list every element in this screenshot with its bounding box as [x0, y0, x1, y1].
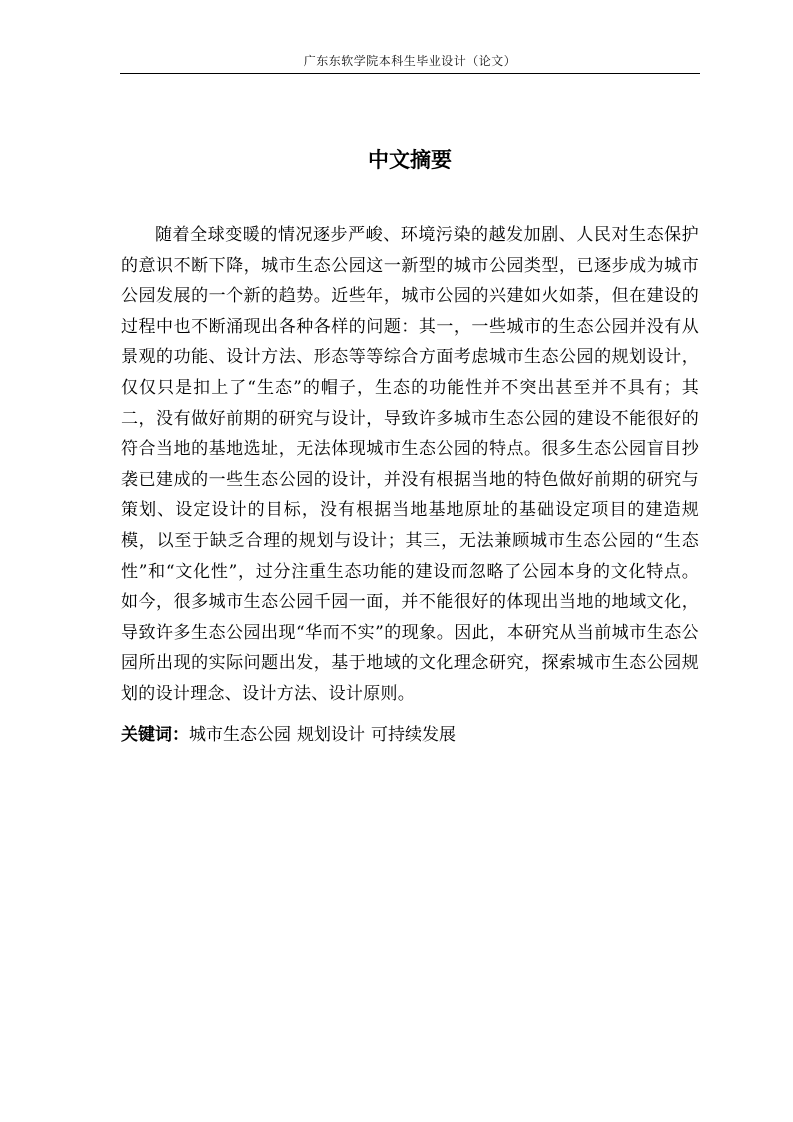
- abstract-paragraph: 随着全球变暖的情况逐步严峻、环境污染的越发加剧、人民对生态保护的意识不断下降，城市生态公园这一新型的城市公园类型，已逐步成为城市公园发展的一个新的趋势。近些年，城市公园的兴建如火如荼，但在建设的过程中也不断涌现出各种各样的问题：其一，一些城市的生态公园并没有从景观的功能、设计方法、形态等等综合方面考虑城市生态公园的规划设计，仅仅只是扣上了“生态”的帽子，生态的功能性并不突出甚至并不具有；其二，没有做好前期的研究与设计，导致许多城市生态公园的建设不能很好的符合当地的基地选址，无法体现城市生态公园的特点。很多生态公园盲目抄袭已建成的一些生态公园的设计，并没有根据当地的特色做好前期的研究与策划、设定设计的目标，没有根据当地基地原址的基础设定项目的建造规模，以至于缺乏合理的规划与设计；其三，无法兼顾城市生态公园的“生态性”和“文化性”，过分注重生态功能的建设而忽略了公园本身的文化特点。如今，很多城市生态公园千园一面，并不能很好的体现出当地的地域文化，导致许多生态公园出现“华而不实”的现象。因此，本研究从当前城市生态公园所出现的实际问题出发，基于地域的文化理念研究，探索城市生态公园规划的设计理念、设计方法、设计原则。: [121, 225, 699, 704]
- keywords-label: 关键词：: [121, 725, 189, 745]
- keyword-item: 可持续发展: [371, 725, 456, 745]
- keyword-item: 规划设计: [297, 725, 365, 745]
- header-divider: [120, 73, 700, 74]
- page-title: 中文摘要: [368, 148, 452, 172]
- page-header: 广东东软学院本科生毕业设计（论文）: [303, 54, 517, 68]
- keywords-line: [121, 721, 699, 749]
- keyword-item: 城市生态公园: [189, 725, 291, 745]
